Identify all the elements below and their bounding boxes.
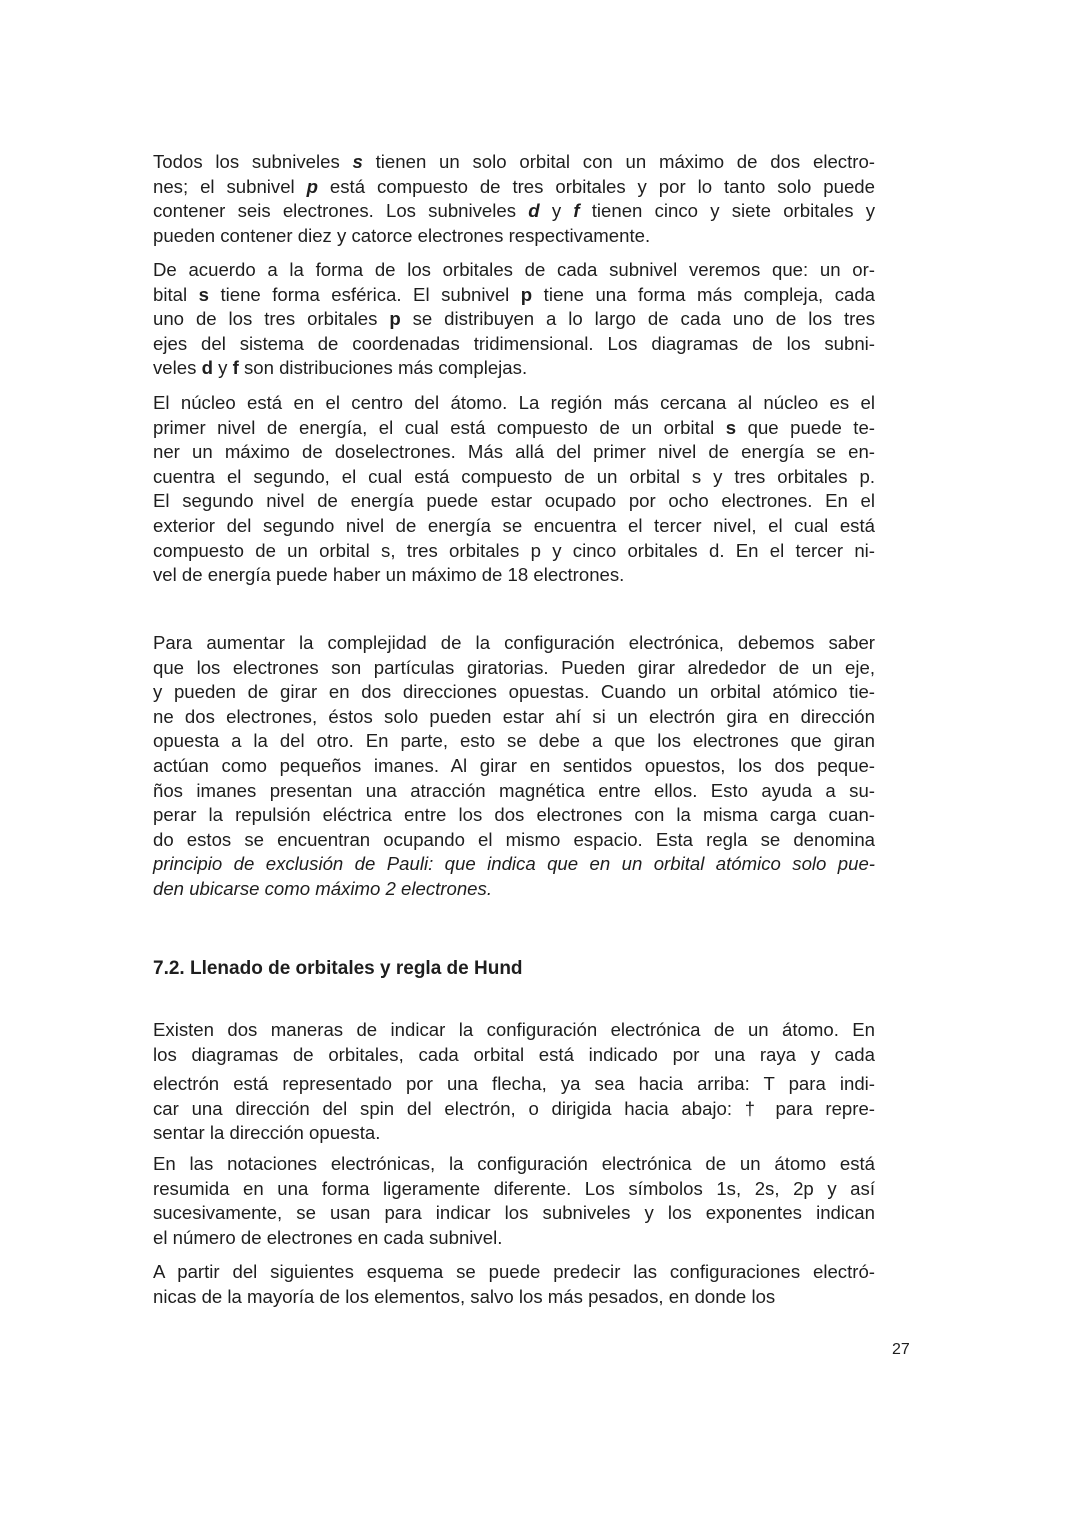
text-run: que puede te- — [736, 416, 875, 438]
text-run: compuesto de un orbital s, tres orbitales p y cinco orbitales d. En el tercer ni- — [153, 539, 875, 561]
text-line — [153, 754, 875, 779]
text-run: y — [212, 357, 233, 379]
text-line — [153, 416, 875, 441]
text-line — [153, 307, 875, 332]
text-run: uno de los tres orbitales — [153, 308, 390, 330]
text-run: perar la repulsión eléctrica entre los dos electrones con la misma carga cuan- — [153, 804, 875, 826]
text-line — [153, 489, 875, 514]
text-line — [153, 1226, 875, 1251]
emphasis: f — [573, 200, 580, 222]
text-run: vel de energía puede haber un máximo de 18 electrones. — [153, 564, 625, 586]
text-run: se distribuyen a lo largo de cada uno de los tres — [400, 308, 875, 330]
paragraph-pauli — [153, 631, 875, 902]
text-line — [153, 828, 875, 853]
text-run: tiene una forma más compleja, cada — [532, 283, 876, 305]
text-line — [153, 150, 875, 175]
paragraph-subniveles — [153, 150, 875, 248]
text-line — [153, 631, 875, 656]
text-run: el número de electrones en cada subnivel. — [153, 1226, 503, 1248]
text-line — [153, 1043, 875, 1068]
text-run: opuesta a la del otro. En parte, esto se debe a que los electrones que giran — [153, 730, 875, 752]
text-line — [153, 877, 875, 902]
text-line — [153, 1177, 875, 1202]
text-run: car una dirección del spin del electrón, o dirigida hacia abajo: † para repre- — [153, 1097, 875, 1119]
emphasis: f — [232, 357, 239, 379]
emphasis: s — [352, 151, 363, 172]
text-run: El núcleo está en el centro del átomo. La región más cercana al núcleo es el — [153, 392, 875, 413]
text-run: que los electrones son partículas giratorias. Pueden girar alrededor de un eje, — [153, 656, 875, 678]
text-run: tiene forma esférica. El subnivel — [208, 283, 521, 305]
text-run: exterior del segundo nivel de energía se encuentra el tercer nivel, el cual está — [153, 514, 875, 536]
text-run: resumida en una forma ligeramente diferente. Los símbolos 1s, 2s, 2p y así — [153, 1177, 875, 1199]
text-line — [153, 1285, 875, 1310]
paragraph-forma-orbitales — [153, 258, 875, 381]
emphasis: s — [198, 283, 209, 305]
emphasis: p — [306, 175, 318, 197]
paragraph-nucleo — [153, 391, 875, 588]
text-line — [153, 1201, 875, 1226]
text-line — [153, 356, 875, 381]
text-run: Todos los subniveles — [153, 151, 353, 172]
text-line — [153, 440, 875, 465]
text-run: De acuerdo a la forma de los orbitales de cada subnivel veremos que: un or- — [153, 259, 875, 280]
text-line — [153, 283, 875, 308]
text-line — [153, 258, 875, 283]
text-line — [153, 1152, 875, 1177]
text-line — [153, 1072, 875, 1097]
text-run: tienen cinco y siete orbitales y — [579, 200, 875, 222]
text-run: ños imanes presentan una atracción magnética entre ellos. Esto ayuda a su- — [153, 779, 875, 801]
text-line — [153, 332, 875, 357]
text-run: A partir del siguientes esquema se puede predecir las configuraciones electró- — [153, 1261, 875, 1282]
text-line — [153, 539, 875, 564]
text-line — [153, 779, 875, 804]
emphasis: s — [725, 416, 737, 438]
paragraph-esquema — [153, 1260, 875, 1309]
text-run: do estos se encuentran ocupando el mismo espacio. Esta regla se denomina — [153, 828, 875, 850]
text-line — [153, 1260, 875, 1285]
text-run: cuentra el segundo, el cual está compuesto de un orbital s y tres orbitales p. — [153, 465, 875, 487]
text-run: son distribuciones más complejas. — [238, 357, 528, 379]
emphasis: d — [201, 357, 213, 379]
text-line — [153, 199, 875, 224]
text-run: ner un máximo de doselectrones. Más allá del primer nivel de energía se en- — [153, 441, 875, 463]
emphasis: principio de exclusión de Pauli: que indica que en un orbital atómico solo pue- — [153, 853, 875, 875]
text-line — [153, 729, 875, 754]
page-number: 27 — [892, 1341, 910, 1358]
text-run: nicas de la mayoría de los elementos, salvo los más pesados, en donde los — [153, 1285, 776, 1307]
text-line — [153, 1097, 875, 1122]
text-run: nes; el subnivel — [153, 175, 307, 197]
text-line — [153, 465, 875, 490]
section-heading: 7.2. Llenado de orbitales y regla de Hund — [153, 958, 523, 979]
text-run: y pueden de girar en dos direcciones opuestas. Cuando un orbital atómico tie- — [153, 681, 875, 703]
text-line — [153, 705, 875, 730]
paragraph-notaciones — [153, 1152, 875, 1250]
text-run: Para aumentar la complejidad de la configuración electrónica, debemos saber — [153, 632, 875, 653]
text-line — [153, 803, 875, 828]
text-run: En las notaciones electrónicas, la configuración electrónica de un átomo está — [153, 1153, 875, 1174]
text-run: los diagramas de orbitales, cada orbital está indicado por una raya y cada — [153, 1043, 875, 1065]
text-run: contener seis electrones. Los subniveles — [153, 200, 529, 222]
text-run: ne dos electrones, éstos solo pueden estar ahí si un electrón gira en dirección — [153, 705, 875, 727]
text-run: tienen un solo orbital con un máximo de dos electro- — [362, 151, 875, 172]
text-line — [153, 391, 875, 416]
text-line — [153, 680, 875, 705]
text-line — [153, 224, 875, 249]
emphasis: p — [389, 308, 401, 330]
text-run: primer nivel de energía, el cual está compuesto de un orbital — [153, 416, 726, 438]
text-run: pueden contener diez y catorce electrones respectivamente. — [153, 224, 651, 246]
text-run: veles — [153, 357, 202, 379]
text-run: sucesivamente, se usan para indicar los subniveles y los exponentes indican — [153, 1202, 875, 1224]
emphasis: p — [520, 283, 533, 305]
text-run: actúan como pequeños imanes. Al girar en sentidos opuestos, los dos peque- — [153, 754, 875, 776]
text-run: El segundo nivel de energía puede estar ocupado por ocho electrones. En el — [153, 490, 875, 512]
text-run: y — [539, 200, 574, 222]
text-line — [153, 1121, 875, 1146]
text-line — [153, 563, 875, 588]
text-line — [153, 656, 875, 681]
text-run: sentar la dirección opuesta. — [153, 1122, 381, 1144]
text-run: bital — [153, 283, 199, 305]
emphasis: den ubicarse como máximo 2 electrones. — [153, 877, 492, 899]
text-line — [153, 852, 875, 877]
emphasis: d — [528, 200, 540, 222]
text-run: ejes del sistema de coordenadas tridimensional. Los diagramas de los subni- — [153, 332, 875, 354]
text-run: electrón está representado por una flecha, ya sea hacia arriba: T para indi- — [153, 1073, 875, 1095]
text-run: Existen dos maneras de indicar la configuración electrónica de un átomo. En — [153, 1019, 875, 1040]
text-run: está compuesto de tres orbitales y por lo tanto solo puede — [317, 175, 875, 197]
paragraph-diagramas — [153, 1018, 875, 1146]
text-line — [153, 1018, 875, 1043]
text-line — [153, 175, 875, 200]
text-line — [153, 514, 875, 539]
